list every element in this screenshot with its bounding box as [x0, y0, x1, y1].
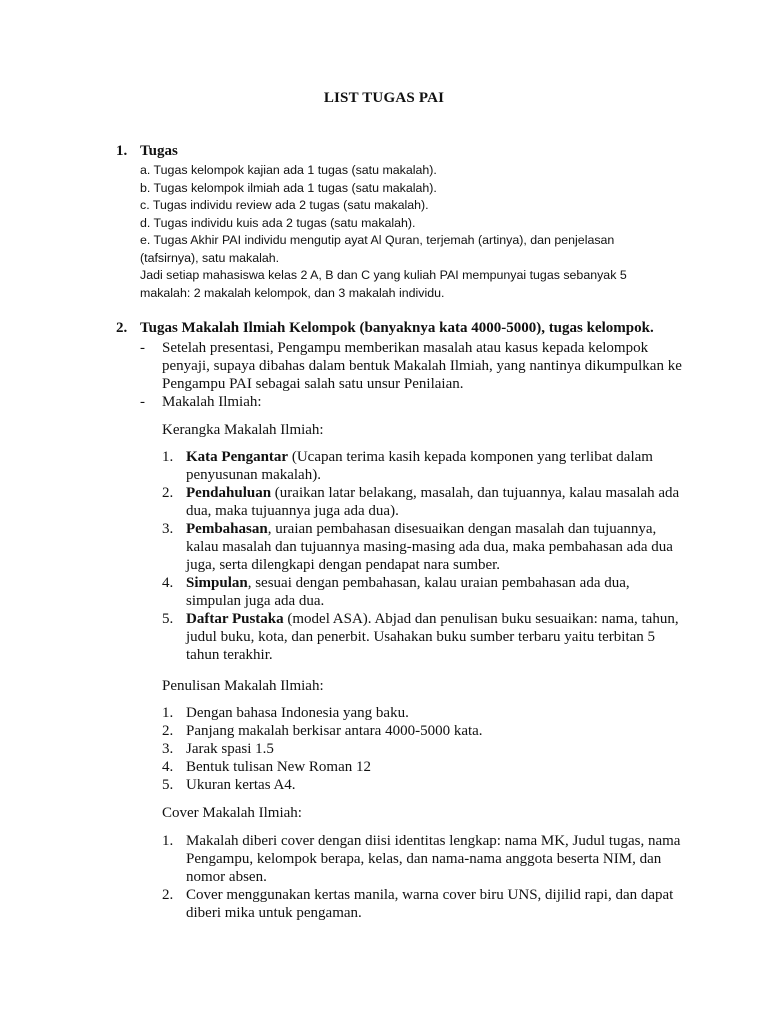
- list-item: [162, 722, 682, 740]
- bullet-marker: -: [140, 340, 145, 356]
- section-1-line: e. Tugas Akhir PAI individu mengutip ayat Al Quran, terjemah (artinya), dan penjelasan: [140, 233, 615, 247]
- list-number: 1.: [162, 833, 174, 849]
- bullet-marker: -: [140, 394, 145, 410]
- list-item: [162, 740, 682, 758]
- section-1-line: a. Tugas kelompok kajian ada 1 tugas (satu makalah).: [140, 163, 437, 177]
- list-item-text: Panjang makalah berkisar antara 4000-5000 kata.: [186, 723, 483, 739]
- cover-heading: Cover Makalah Ilmiah:: [162, 805, 302, 821]
- list-item-text: Dengan bahasa Indonesia yang baku.: [186, 705, 409, 721]
- section-1-line: Jadi setiap mahasiswa kelas 2 A, B dan C yang kuliah PAI mempunyai tugas sebanyak 5: [140, 268, 627, 282]
- list-item-bold: Pembahasan: [186, 521, 268, 537]
- list-item: [162, 832, 682, 886]
- list-item: [162, 484, 682, 520]
- list-item: [162, 610, 682, 664]
- bullet-text: Setelah presentasi, Pengampu memberikan masalah atau kasus kepada kelompok penyaji, supaya dibahas dalam bentuk Makalah Ilmiah, yang nantinya dikumpulkan ke Pengampu PAI sebagai salah satu unsur Penilaian.: [162, 340, 682, 392]
- list-number: 3.: [162, 741, 174, 757]
- bullet-text: Makalah Ilmiah:: [162, 394, 262, 410]
- section-1-line: c. Tugas individu review ada 2 tugas (satu makalah).: [140, 198, 429, 212]
- section-1-line: d. Tugas individu kuis ada 2 tugas (satu makalah).: [140, 215, 416, 230]
- list-item-text: , uraian pembahasan disesuaikan dengan masalah dan tujuannya, kalau masalah dan tujuannya masing-masing ada dua, maka pembahasan ada dua juga, serta dilengkapi dengan pendapat nara sumber.: [186, 521, 673, 573]
- list-number: 1.: [162, 449, 174, 465]
- cover-list: [162, 832, 682, 922]
- list-number: 2.: [162, 485, 174, 501]
- section-1-line: (tafsirnya), satu makalah.: [140, 250, 280, 265]
- list-item: [162, 704, 682, 722]
- list-number: 2.: [162, 723, 174, 739]
- list-item: [162, 448, 682, 484]
- list-item-text: Ukuran kertas A4.: [186, 777, 296, 793]
- list-item-bold: Kata Pengantar: [186, 449, 289, 465]
- list-item-text: Jarak spasi 1.5: [186, 741, 274, 757]
- list-item: [162, 886, 682, 922]
- list-item-bold: Simpulan: [186, 575, 248, 591]
- section-1-line: makalah: 2 makalah kelompok, dan 3 makalah individu.: [140, 285, 445, 300]
- section-1-line: b. Tugas kelompok ilmiah ada 1 tugas (satu makalah).: [140, 180, 437, 195]
- list-number: 1.: [162, 705, 174, 721]
- kerangka-heading: Kerangka Makalah Ilmiah:: [162, 422, 324, 438]
- section-1-list: [140, 162, 660, 302]
- list-item-text: (model ASA). Abjad dan penulisan buku sesuaikan: nama, tahun, judul buku, kota, dan penerbit. Usahakan buku sumber terbaru yaitu terbitan 5 tahun terakhir.: [186, 611, 679, 663]
- penulisan-heading: Penulisan Makalah Ilmiah:: [162, 678, 324, 694]
- list-number: 5.: [162, 611, 174, 627]
- document-title: LIST TUGAS PAI: [323, 90, 445, 106]
- section-2-number: 2.: [116, 320, 128, 336]
- kerangka-list: [162, 448, 682, 664]
- list-item: [162, 776, 682, 794]
- section-1-number: 1.: [116, 143, 128, 159]
- list-item: [162, 758, 682, 776]
- list-number: 4.: [162, 575, 174, 591]
- list-item: [162, 574, 682, 610]
- list-number: 4.: [162, 759, 174, 775]
- list-number: 3.: [162, 521, 174, 537]
- list-item-text: Bentuk tulisan New Roman 12: [186, 759, 371, 775]
- list-item-bold: Daftar Pustaka: [186, 611, 284, 627]
- list-number: 5.: [162, 777, 174, 793]
- section-2-heading: Tugas Makalah Ilmiah Kelompok (banyaknya kata 4000-5000), tugas kelompok.: [140, 320, 654, 336]
- list-number: 2.: [162, 887, 174, 903]
- section-1-heading: Tugas: [140, 143, 178, 159]
- list-item: [162, 520, 682, 574]
- penulisan-list: [162, 704, 682, 794]
- list-item-bold: Pendahuluan: [186, 485, 272, 501]
- list-item-text: Cover menggunakan kertas manila, warna cover biru UNS, dijilid rapi, dan dapat diberi mika untuk pengaman.: [186, 887, 674, 921]
- list-item-text: , sesuai dengan pembahasan, kalau uraian pembahasan ada dua, simpulan juga ada dua.: [186, 575, 630, 609]
- list-item-text: (Ucapan terima kasih kepada komponen yang terlibat dalam penyusunan makalah).: [186, 449, 653, 483]
- list-item-text: (uraikan latar belakang, masalah, dan tujuannya, kalau masalah ada dua, maka tujuannya juga ada dua).: [186, 485, 680, 519]
- list-item-text: Makalah diberi cover dengan diisi identitas lengkap: nama MK, Judul tugas, nama Pengampu, kelompok berapa, kelas, dan nama-nama anggota beserta NIM, dan nomor absen.: [186, 833, 681, 885]
